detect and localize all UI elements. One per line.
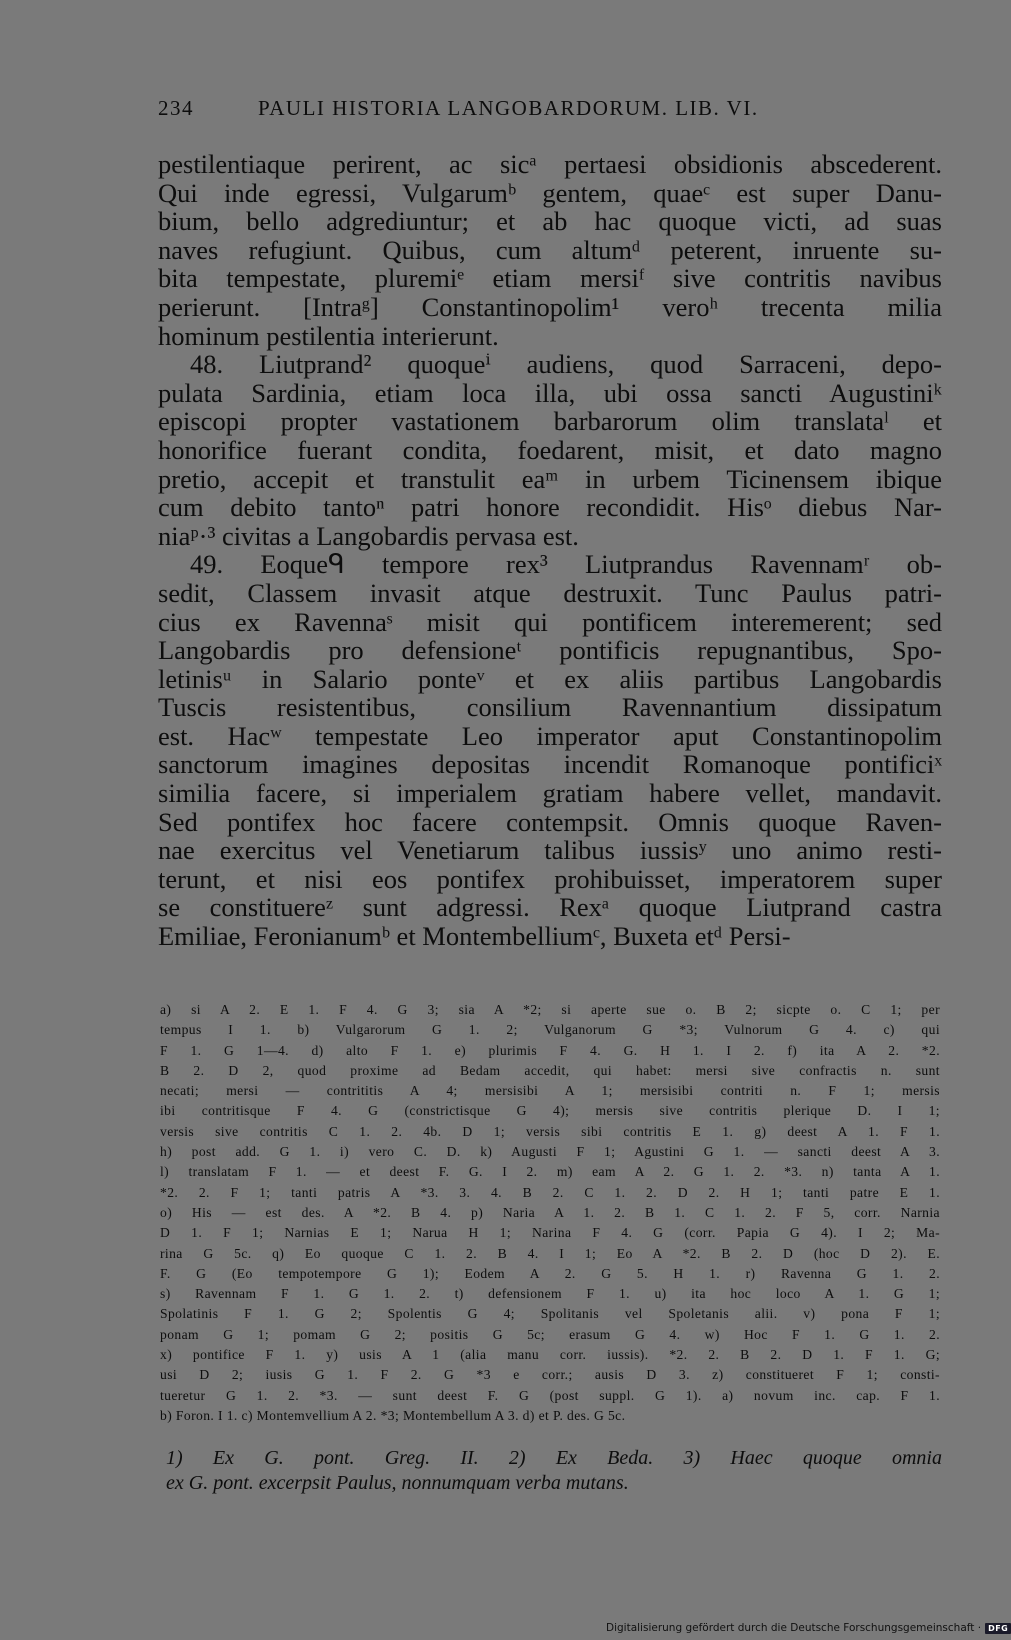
text-line: Sed pontifex hoc facere contempsit. Omnis quoque Raven- [158, 806, 942, 837]
note-line: tueretur G 1. 2. *3. — sunt deest F. G (post suppl. G 1). a) novum inc. cap. F 1. [160, 1387, 940, 1403]
text-line: Langobardis pro defensioneᵗ pontificis repugnantibus, Spo- [158, 635, 942, 666]
text-line: pretio, accepit et transtulit eaᵐ in urbem Ticinensem ibique [158, 463, 942, 494]
note-line: x) pontifice F 1. y) usis A 1 (alia manu corr. iussis). *2. 2. B 2. D 1. F 1. G; [160, 1347, 940, 1363]
text-line: Emiliae, Feronianumᵇ et Montembelliumᶜ, Buxeta etᵈ Persi- [158, 921, 791, 952]
text-line: honorifice fuerant condita, foedarent, misit, et dato magno [158, 434, 942, 465]
text-line: pestilentiaque perirent, ac sicᵃ pertaesi obsidionis abscederent. [158, 149, 942, 179]
note-line: ibi contritisque F 4. G (constrictisque G 4); mersis sive contritis plerique D. I 1; [160, 1103, 940, 1119]
critical-apparatus [160, 1000, 940, 1426]
source-notes [166, 1446, 942, 1496]
note-line: usi D 2; iusis G 1. F 2. G *3 e corr.; ausis D 3. z) constitueret F 1; consti- [160, 1367, 940, 1383]
running-head [158, 96, 848, 121]
note-line: F. G (Eo tempotempore G 1); Eodem A 2. G 5. H 1. r) Ravenna G 1. 2. [160, 1265, 940, 1281]
note-line: Spolatinis F 1. G 2; Spolentis G 4; Spolitanis vel Spoletanis alii. v) pona F 1; [160, 1306, 940, 1322]
text-line: naves refugiunt. Quibus, cum altumᵈ peterent, inruente su- [158, 234, 942, 265]
source-line: ex G. pont. excerpsit Paulus, nonnumquam verba mutans. [166, 1472, 629, 1494]
credit-text: Digitalisierung gefördert durch die Deutsche Forschungsgemeinschaft [606, 1622, 975, 1634]
source-line: 1) Ex G. pont. Greg. II. 2) Ex Beda. 3) Haec quoque omnia [166, 1447, 942, 1469]
text-line: 49. Eoqueᑫ tempore rex³ Liutprandus Ravennamʳ ob- [190, 549, 942, 580]
text-line: similia facere, si imperialem gratiam habere vellet, mandavit. [158, 778, 942, 809]
main-text [158, 150, 942, 951]
text-line: 48. Liutprand² quoqueⁱ audiens, quod Sarraceni, depo- [190, 349, 942, 380]
note-line: o) His — est des. A *2. B 4. p) Naria A 1. 2. B 1. C 1. 2. F 5, corr. Narnia [160, 1204, 940, 1220]
notes-separator [158, 992, 942, 994]
text-line: bita tempestate, pluremiᵉ etiam mersiᶠ sive contritis navibus [158, 263, 942, 294]
text-line: letinisᵘ in Salario ponteᵛ et ex aliis partibus Langobardis [158, 663, 942, 694]
note-line: b) Foron. I 1. c) Montemvellium A 2. *3; Montembellum A 3. d) et P. des. G 5c. [160, 1407, 626, 1423]
page-number: 234 [158, 96, 194, 120]
note-line: necati; mersi — contrititis A 4; mersisibi A 1; mersisibi contriti n. F 1; mersis [160, 1083, 940, 1099]
note-line: B 2. D 2, quod proxime ad Bedam accedit, qui habet: mersi sive confractis n. sunt [160, 1062, 940, 1078]
note-line: s) Ravennam F 1. G 1. 2. t) defensionem F 1. u) ita hoc loco A 1. G 1; [160, 1286, 940, 1302]
note-line: tempus I 1. b) Vulgarorum G 1. 2; Vulganorum G *3; Vulnorum G 4. c) qui [160, 1022, 940, 1038]
text-line: perierunt. [Intraᵍ] Constantinopolim¹ veroʰ trecenta milia [158, 291, 942, 322]
note-line: rina G 5c. q) Eo quoque C 1. 2. B 4. I 1; Eo A *2. B 2. D (hoc D 2). E. [160, 1245, 940, 1261]
note-line: ponam G 1; pomam G 2; positis G 5c; erasum G 4. w) Hoc F 1. G 1. 2. [160, 1326, 940, 1342]
text-line: pulata Sardinia, etiam loca illa, ubi ossa sancti Augustiniᵏ [158, 377, 942, 408]
text-line: sanctorum imagines depositas incendit Romanoque pontificiˣ [158, 749, 942, 780]
text-line: Qui inde egressi, Vulgarumᵇ gentem, quaeᶜ est super Danu- [158, 177, 942, 208]
note-line: *2. 2. F 1; tanti patris A *3. 3. 4. B 2. C 1. 2. D 2. H 1; tanti patre E 1. [160, 1184, 940, 1200]
text-line: hominum pestilentia interierunt. [158, 320, 499, 351]
note-line: F 1. G 1—4. d) alto F 1. e) plurimis F 4. G. H 1. I 2. f) ita A 2. *2. [160, 1042, 940, 1058]
text-line: nae exercitus vel Venetiarum talibus iussisʸ uno animo resti- [158, 835, 942, 866]
note-line: a) si A 2. E 1. F 4. G 3; sia A *2; si aperte sue o. B 2; sicpte o. C 1; per [160, 1002, 940, 1017]
note-line: D 1. F 1; Narnias E 1; Narua H 1; Narina F 4. G (corr. Papia G 4). I 2; Ma- [160, 1225, 940, 1241]
text-line: est. Hacʷ tempestate Leo imperator aput Constantinopolim [158, 720, 942, 751]
text-line: episcopi propter vastationem barbarorum olim translataˡ et [158, 406, 942, 437]
text-line: sedit, Classem invasit atque destruxit. Tunc Paulus patri- [158, 577, 942, 608]
text-line: cius ex Ravennaˢ misit qui pontificem interemerent; sed [158, 606, 942, 637]
note-line: l) translatam F 1. — et deest F. G. I 2. m) eam A 2. G 1. 2. *3. n) tanta A 1. [160, 1164, 940, 1180]
text-line: se constituereᶻ sunt adgressi. Rexᵃ quoque Liutprand castra [158, 892, 942, 923]
text-line: cum debito tantoⁿ patri honore recondidit. Hisᵒ diebus Nar- [158, 492, 942, 523]
dfg-logo: DFG [985, 1623, 1011, 1634]
text-line: terunt, et nisi eos pontifex prohibuisset, imperatorem super [158, 863, 942, 894]
text-line: bium, bello adgrediuntur; et ab hac quoque victi, ad suas [158, 206, 942, 237]
digitization-credit: Digitalisierung gefördert durch die Deutsche Forschungsgemeinschaft · DFG [606, 1622, 966, 1634]
text-line: niaᵖ·³ civitas a Langobardis pervasa est. [158, 520, 579, 551]
running-title: PAULI HISTORIA LANGOBARDORUM. LIB. VI. [258, 96, 759, 120]
note-line: versis sive contritis C 1. 2. 4b. D 1; versis sibi contritis E 1. g) deest A 1. F 1. [160, 1123, 940, 1139]
note-line: h) post add. G 1. i) vero C. D. k) Augusti F 1; Agustini G 1. — sancti deest A 3. [160, 1144, 940, 1160]
text-line: Tuscis resistentibus, consilium Ravennantium dissipatum [158, 692, 942, 723]
